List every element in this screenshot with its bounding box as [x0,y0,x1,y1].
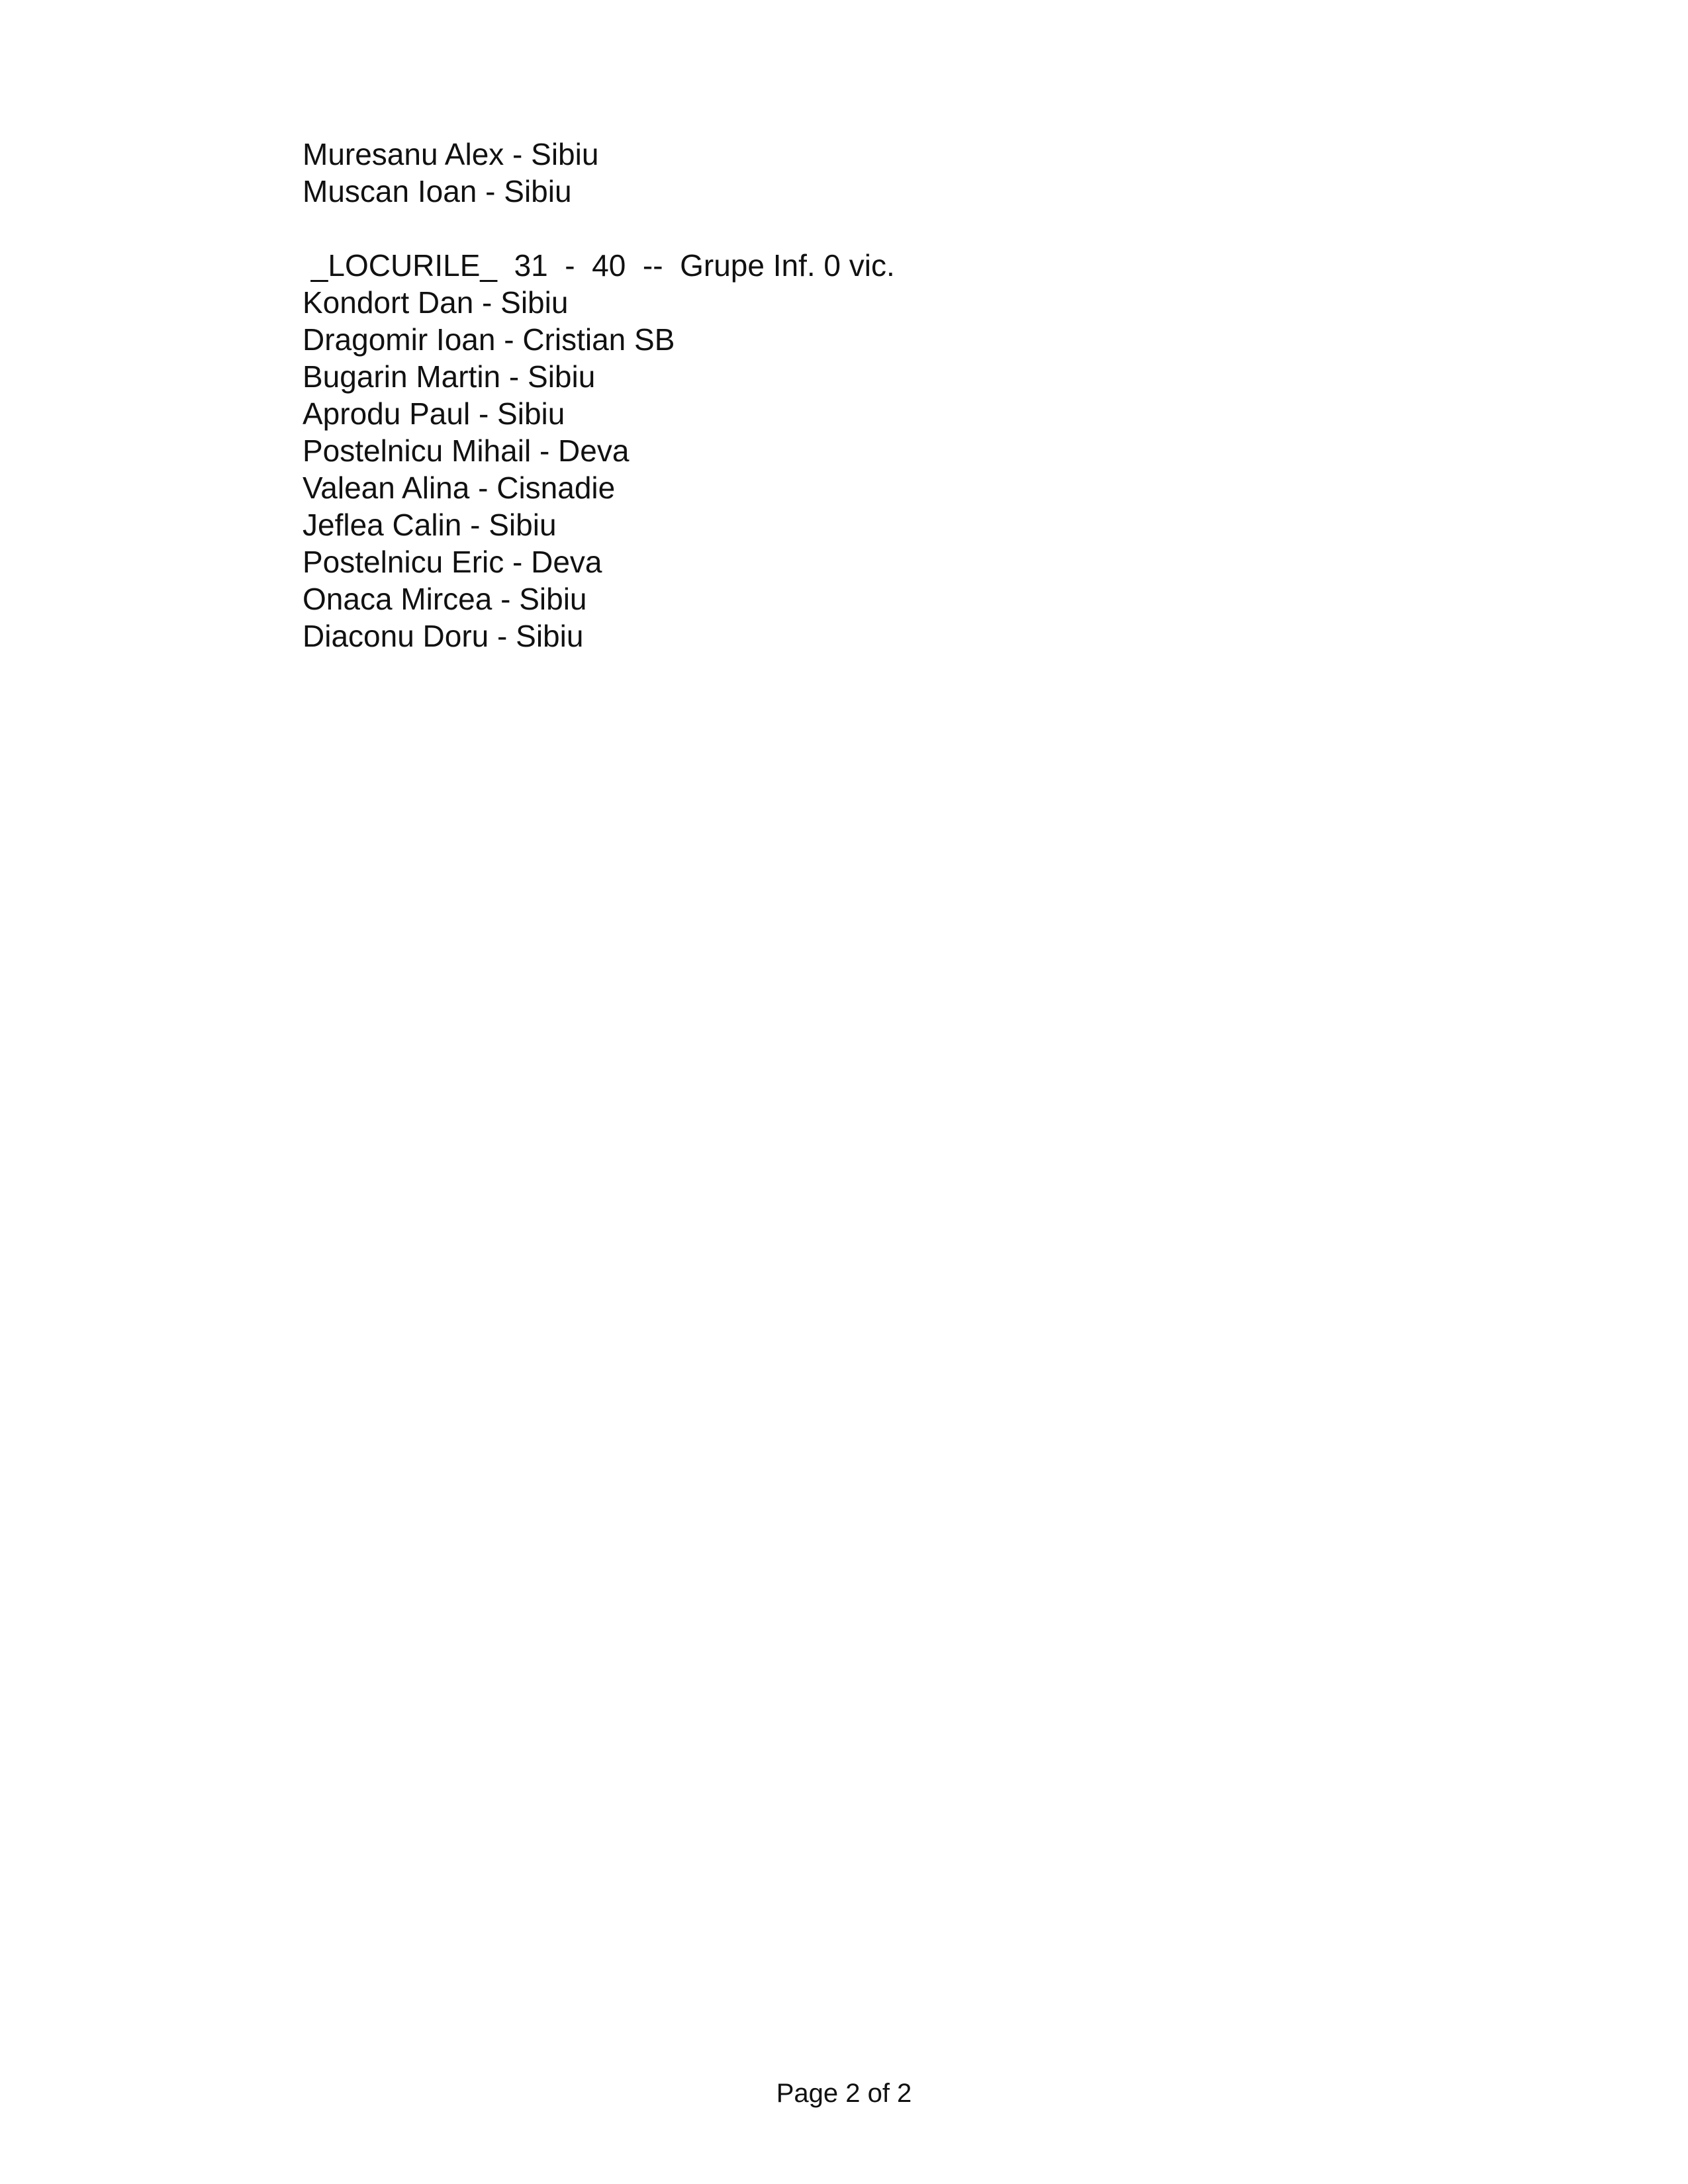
list-item: Bugarin Martin - Sibiu [303,359,596,394]
list-item: Diaconu Doru - Sibiu [303,619,584,653]
list-item: Muscan Ioan - Sibiu [303,174,572,208]
page-number: Page 2 of 2 [776,2079,912,2108]
participant-list [303,136,1560,655]
list-item: Valean Alina - Cisnadie [303,471,616,505]
section-heading: _LOCURILE_ 31 - 40 -- Grupe Inf. 0 vic. [303,248,895,283]
list-item: Kondort Dan - Sibiu [303,285,569,320]
list-item: Muresanu Alex - Sibiu [303,137,599,171]
list-item: Dragomir Ioan - Cristian SB [303,322,675,357]
list-item: Postelnicu Mihail - Deva [303,433,630,468]
list-item: Aprodu Paul - Sibiu [303,396,565,431]
section-spacer [303,210,1560,247]
list-item: Onaca Mircea - Sibiu [303,582,587,616]
list-item: Postelnicu Eric - Deva [303,545,602,579]
list-item: Jeflea Calin - Sibiu [303,508,557,542]
